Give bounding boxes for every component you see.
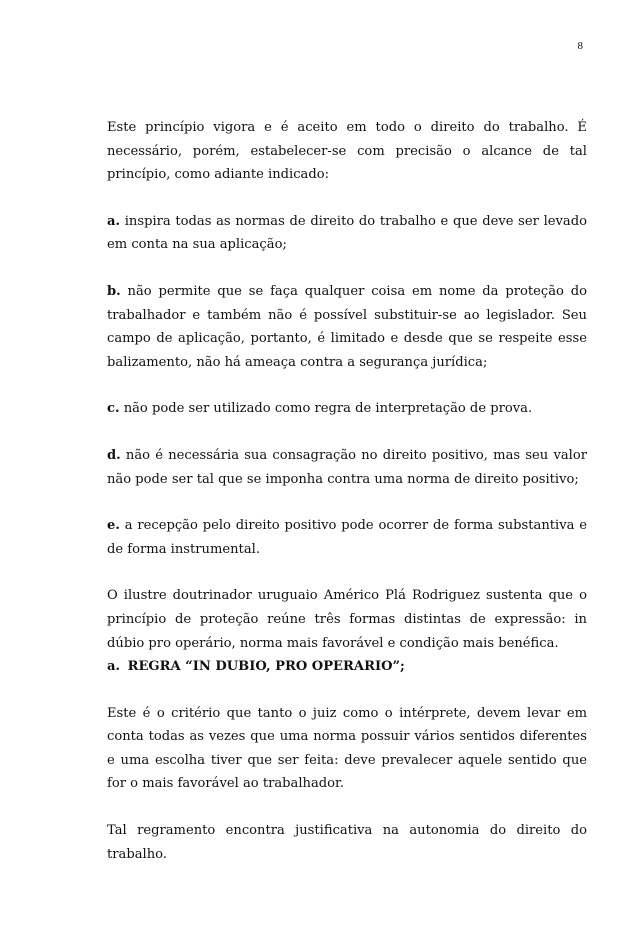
paragraph-intro	[107, 116, 587, 187]
list-item-text: não é necessária sua consagração no direito positivo, mas seu valor não pode ser tal que se imponha contra uma norma de direito positivo;	[107, 447, 587, 487]
list-marker: d.	[107, 447, 121, 463]
heading-letter: a.	[107, 659, 121, 675]
paragraph-text: Este princípio vigora e é aceito em todo o direito do trabalho. É necessário, porém, estabelecer-se com precisão o alcance de tal princípio, como adiante indicado:	[107, 120, 587, 183]
list-marker: c.	[107, 401, 120, 417]
list-item-a	[107, 210, 587, 257]
list-item-text: não pode ser utilizado como regra de interpretação de prova.	[119, 401, 533, 417]
paragraph-text: Tal regramento encontra justificativa na autonomia do direito do trabalho.	[107, 823, 587, 862]
list-marker: e.	[107, 518, 120, 534]
list-item-c	[107, 397, 587, 421]
heading-title: REGRA “IN DUBIO, PRO OPERARIO”;	[127, 659, 405, 675]
paragraph-text: Este é o critério que tanto o juiz como o intérprete, devem levar em conta todas as vezes que uma norma possuir vários sentidos diferentes e uma escolha tiver que ser feita: deve prevalecer aquele sentido que for o mais favorável ao trabalhador.	[107, 705, 587, 792]
paragraph-criterio	[107, 702, 587, 796]
list-item-text: não permite que se faça qualquer coisa em nome da proteção do trabalhador e também não é possível substituir-se ao legislador. Seu campo de aplicação, portanto, é limitado e desde que se respeite esse balizamento, não há ameaça contra a segurança jurídica;	[107, 283, 587, 370]
paragraph-text: O ilustre doutrinador uruguaio Américo Plá Rodriguez sustenta que o princípio de proteção reúne três formas distintas de expressão: in dúbio pro operário, norma mais favorável e condição mais benéfica.	[107, 588, 587, 651]
list-item-text: a recepção pelo direito positivo pode ocorrer de forma substantiva e de forma instrumental.	[107, 518, 587, 557]
paragraph-regramento	[107, 819, 587, 866]
list-marker: b.	[107, 283, 121, 299]
page-number: 8	[577, 40, 583, 52]
section-heading	[107, 655, 587, 679]
list-item-b	[107, 280, 587, 374]
list-item-d	[107, 444, 587, 491]
list-marker: a.	[107, 213, 121, 229]
list-item-e	[107, 514, 587, 561]
paragraph-pla-rodriguez	[107, 584, 587, 655]
list-item-text: inspira todas as normas de direito do trabalho e que deve ser levado em conta na sua aplicação;	[107, 213, 587, 253]
document-body	[107, 116, 587, 866]
